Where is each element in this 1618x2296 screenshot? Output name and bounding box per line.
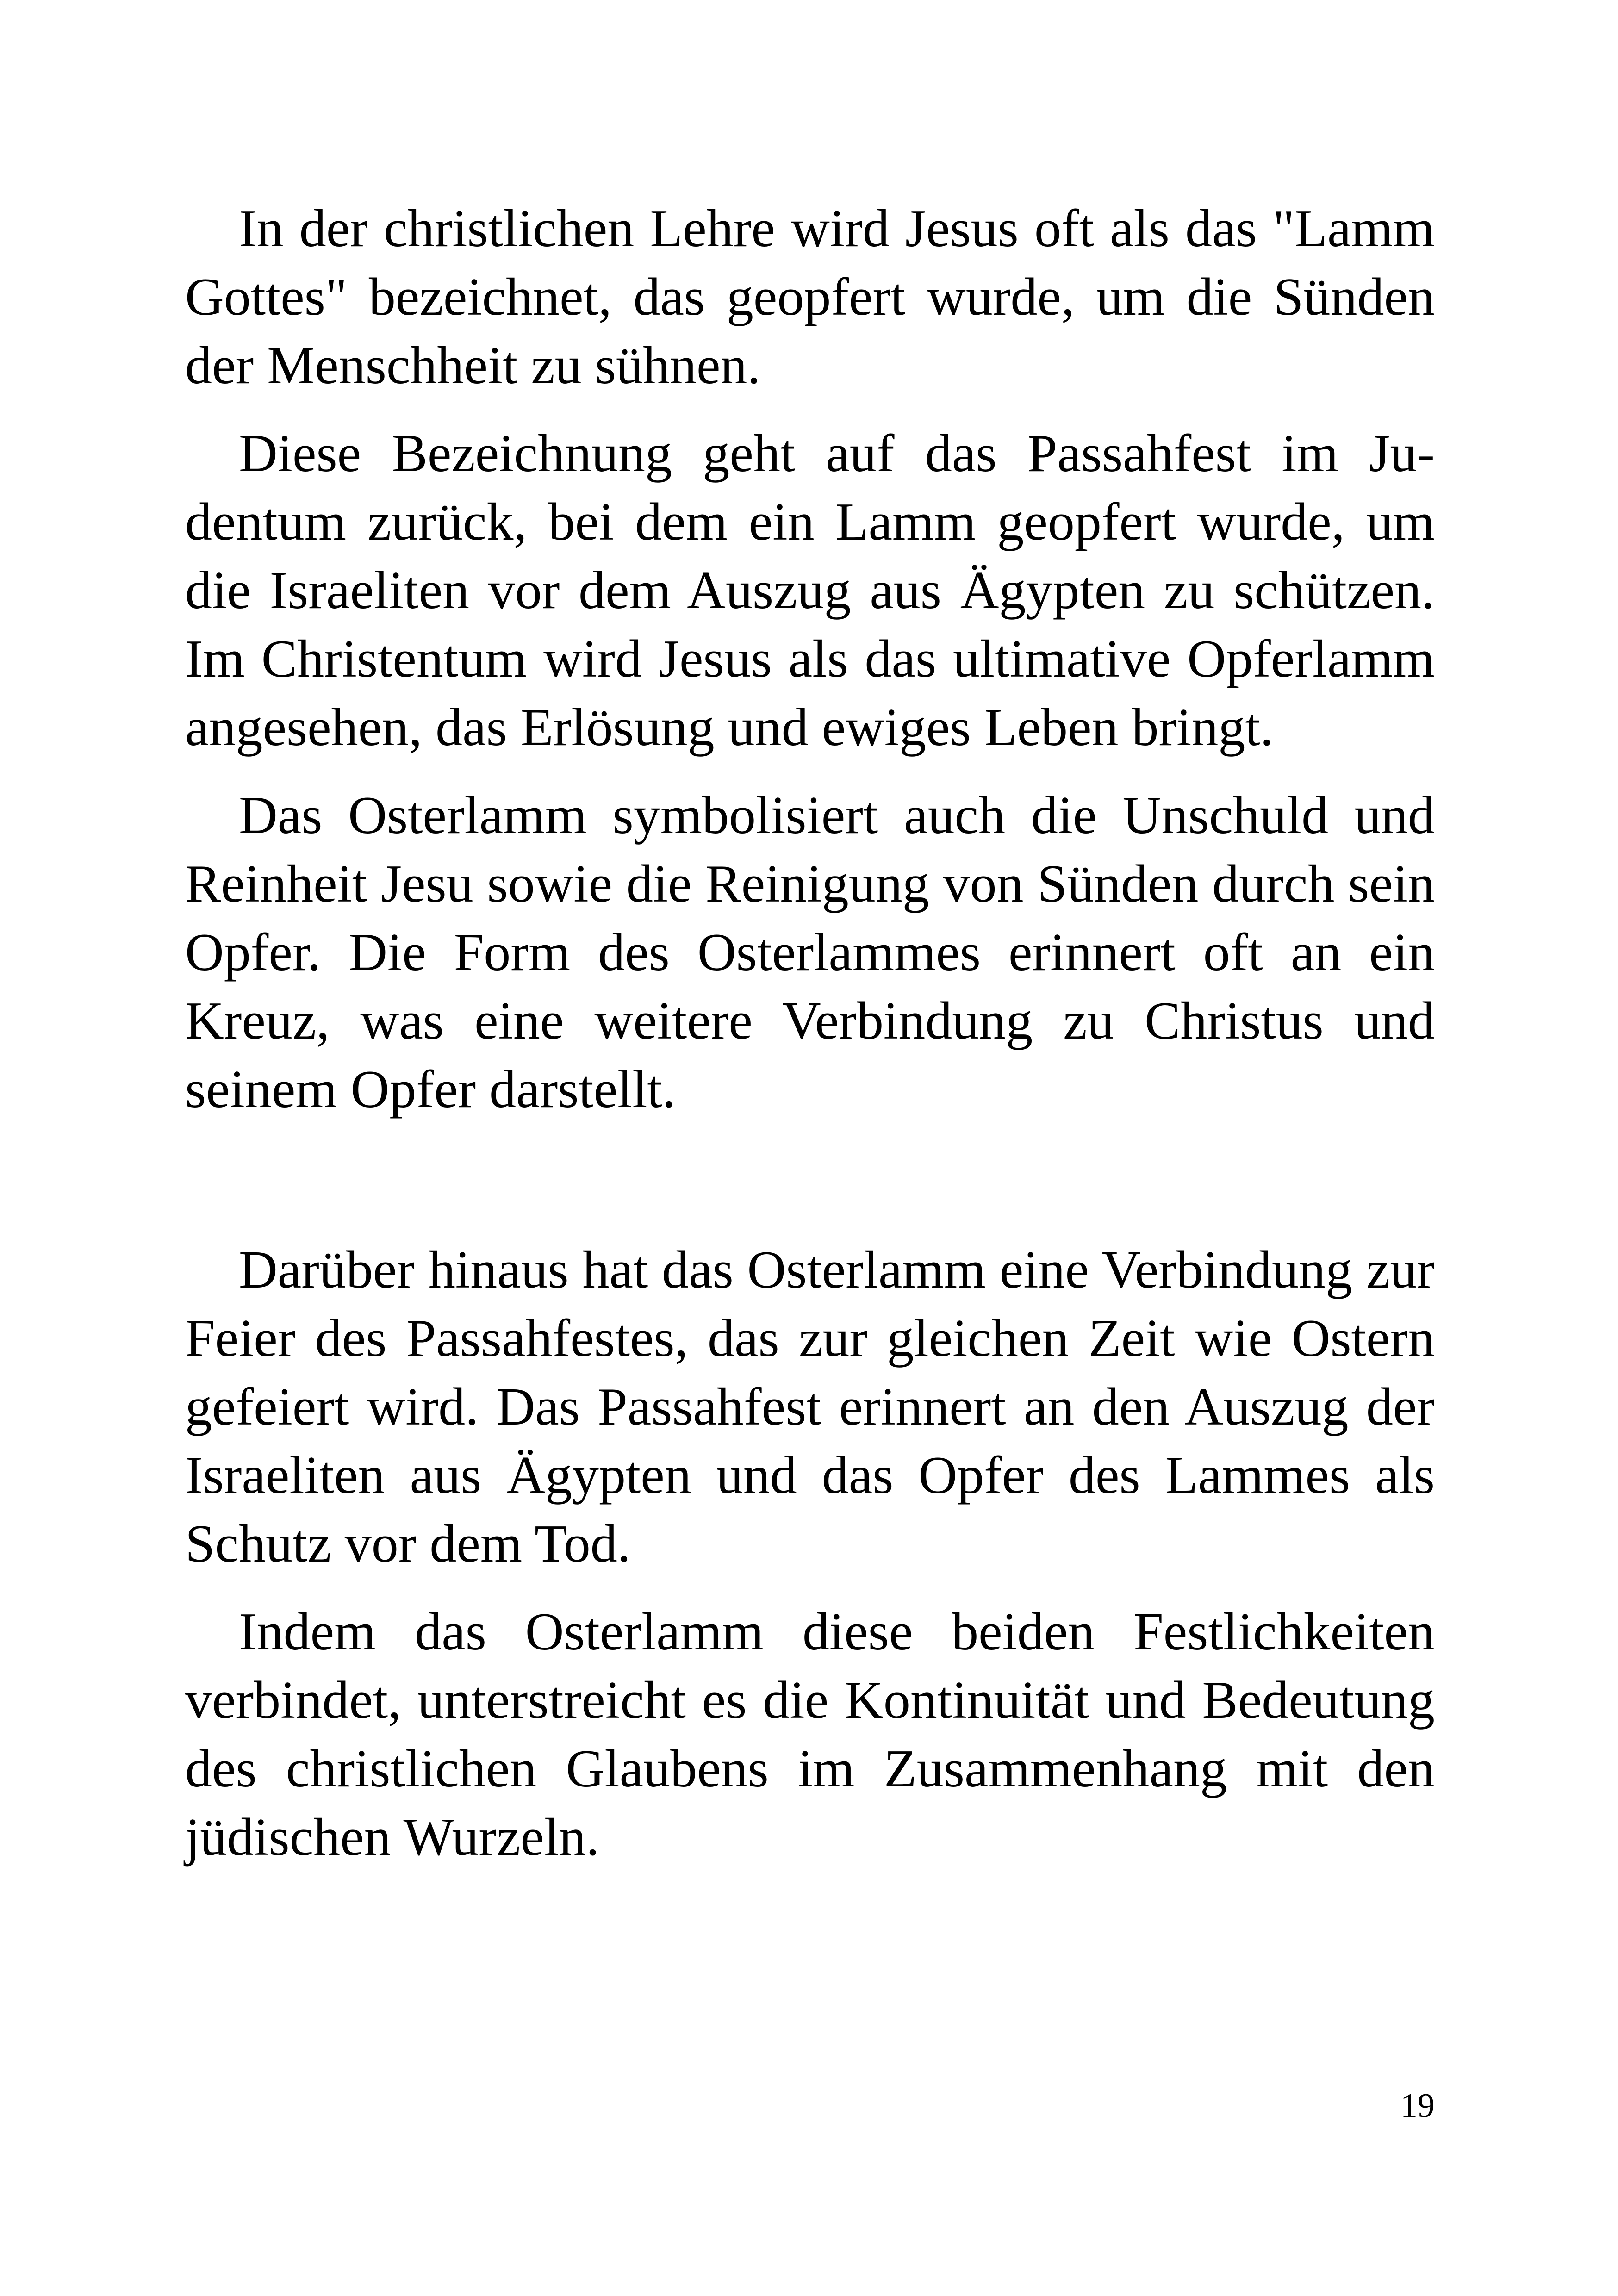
paragraph-2: Diese Bezeichnung geht auf das Passahfest im Judentum zurück, bei dem ein Lamm geopfert wurde, um die Israeliten vor dem Auszug aus Ägypten zu schützen. Im Christentum wird Jesus als das ultimative Opferlamm angesehen, das Erlösung und ewiges Leben bringt. bbox=[185, 424, 1435, 757]
paragraph-4: Darüber hinaus hat das Osterlamm eine Verbindung zur Feier des Passahfestes, das zur gleichen Zeit wie Ostern gefeiert wird. Das Passahfest erinnert an den Auszug der Israeliten aus Ägypten und das Opfer des Lammes als Schutz vor dem Tod. bbox=[185, 1240, 1435, 1574]
page-number: 19 bbox=[1400, 2087, 1435, 2125]
paragraph-1: In der christlichen Lehre wird Jesus oft als das "Lamm Gottes" bezeichnet, das geopfert wurde, um die Sünden der Menschheit zu sühnen. bbox=[185, 199, 1435, 395]
section-gap bbox=[185, 1143, 1435, 1236]
paragraph-3: Das Osterlamm symbolisiert auch die Unschuld und Reinheit Jesu sowie die Reinigung von Sünden durch sein Opfer. Die Form des Osterlammes erinnert oft an ein Kreuz, was eine weitere Verbindung zu Christus und seinem Opfer darstellt. bbox=[185, 786, 1435, 1119]
body-text bbox=[185, 194, 1435, 1891]
paragraph-5: Indem das Osterlamm diese beiden Festlichkeiten verbindet, unterstreicht es die Kontinuität und Bedeutung des christlichen Glaubens im Zusammenhang mit den jüdischen Wurzeln. bbox=[185, 1602, 1435, 1867]
